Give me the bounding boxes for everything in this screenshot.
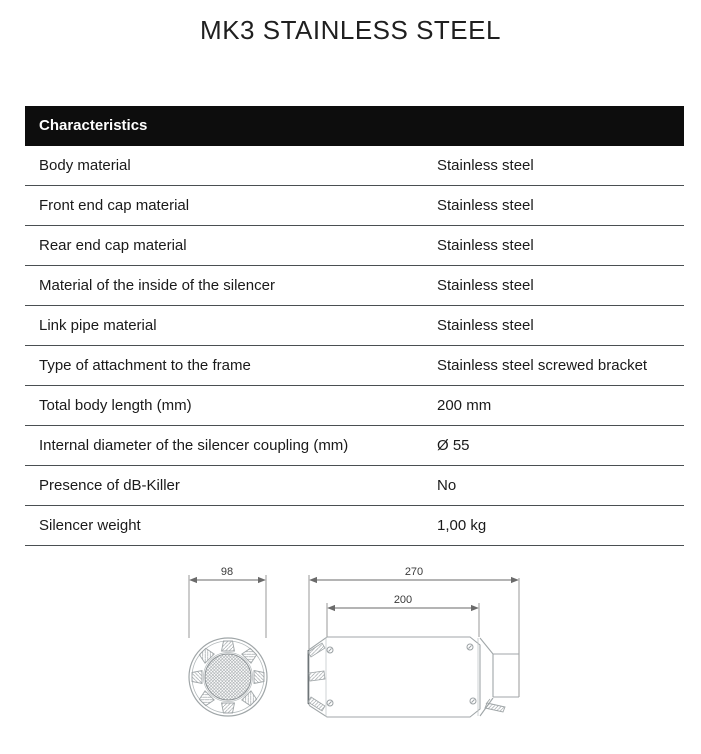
- spec-value: Stainless steel: [437, 277, 534, 294]
- dimension-270-label: 270: [404, 566, 424, 578]
- spec-value: 1,00 kg: [437, 517, 487, 534]
- table-row: [25, 466, 684, 506]
- side-view: [308, 566, 519, 717]
- silencer-body-outline: [308, 637, 480, 717]
- table-row: [25, 506, 684, 546]
- spec-label: Total body length (mm): [39, 397, 192, 414]
- outlet-pipe: [493, 654, 519, 697]
- table-row: [25, 226, 684, 266]
- spec-label: Rear end cap material: [39, 237, 187, 254]
- spec-value: No: [437, 477, 457, 494]
- spec-label: Front end cap material: [39, 197, 190, 214]
- table-row: [25, 346, 684, 386]
- dimension-98-label: 98: [220, 566, 234, 578]
- table-row: [25, 426, 684, 466]
- spec-value: Stainless steel: [437, 197, 534, 214]
- spec-value: Stainless steel: [437, 317, 534, 334]
- table-row: [25, 386, 684, 426]
- spec-label: Type of attachment to the frame: [39, 357, 251, 374]
- spec-label: Material of the inside of the silencer: [39, 277, 275, 294]
- page-title: MK3 STAINLESS STEEL: [200, 15, 501, 45]
- spec-value: Stainless steel: [437, 157, 534, 174]
- front-view: [189, 566, 267, 716]
- spec-value: Ø 55: [437, 437, 470, 454]
- table-row: [25, 306, 684, 346]
- technical-drawing: [160, 558, 540, 749]
- spec-label: Silencer weight: [39, 517, 141, 534]
- spec-label: Body material: [39, 157, 131, 174]
- spec-label: Presence of dB-Killer: [39, 477, 180, 494]
- spec-value: 200 mm: [437, 397, 492, 414]
- dimension-200-label: 200: [393, 594, 413, 606]
- table-row: [25, 266, 684, 306]
- table-row: [25, 186, 684, 226]
- spec-label: Internal diameter of the silencer coupling (mm): [39, 437, 349, 454]
- mounting-bracket: [485, 699, 505, 712]
- characteristics-table: [25, 106, 684, 546]
- spec-value: Stainless steel screwed bracket: [437, 357, 648, 374]
- spec-value: Stainless steel: [437, 237, 534, 254]
- table-header: Characteristics: [25, 106, 684, 146]
- silencer-dimension-drawing: [160, 558, 540, 749]
- table-row: [25, 146, 684, 186]
- spec-label: Link pipe material: [39, 317, 157, 334]
